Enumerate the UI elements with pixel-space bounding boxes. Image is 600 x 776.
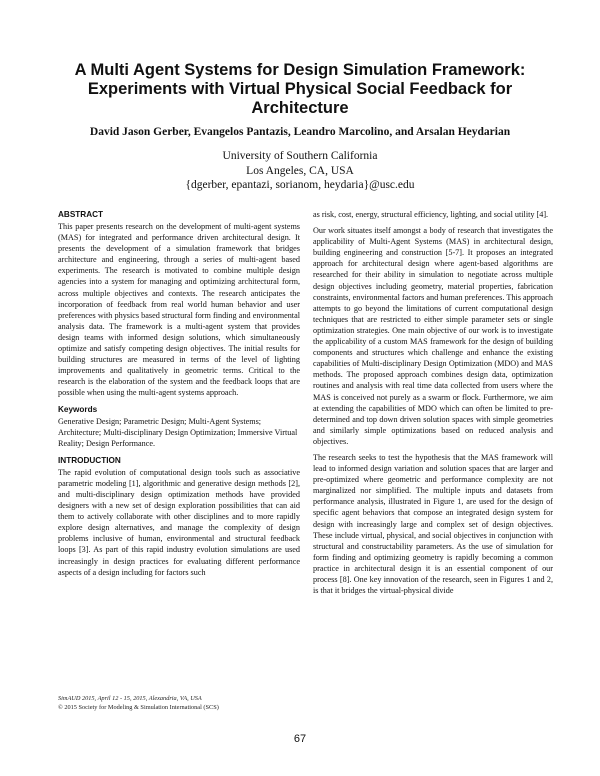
introduction-heading: INTRODUCTION: [58, 455, 121, 465]
location: Los Angeles, CA, USA: [246, 164, 354, 177]
affiliation-block: [100, 149, 500, 193]
conference-footnote: [58, 694, 298, 712]
keywords-text: Generative Design; Parametric Design; Multi-Agent Systems; Architecture; Multi-disciplinary Design Optimization; Immersive Virtual Reality; Design Performance.: [58, 416, 298, 448]
author-list: David Jason Gerber, Evangelos Pantazis, Leandro Marcolino, and Arsalan Heydarian: [89, 126, 511, 138]
abstract-text: This paper presents research on the development of multi-agent systems (MAS) for integrated and performance driven architectural design. It presents the development of a simulation framework that bridges architecture and engineering, through a series of multi-agent based experiments. The research is motivated to combine multiple design agencies into a system for managing and optimizing architectural form, across multiple objectives and contexts. The research anticipates the incorporation of feedback from real world human behavior and user preferences with physics based structural form finding and environmental analysis data. The framework is a multi-agent system that provides design teams with informed design solutions, which simultaneously optimize and satisfy competing design objectives. The initial results for building structures are measured in terms of the level of lighting improvements and qualitatively in geometric terms. Critical to the research is the elaboration of the system and the feedback loops that are possible when using the multi-agent systems approach.: [58, 222, 300, 398]
footnote-conference: SimAUD 2015, April 12 - 15, 2015, Alexandria, VA, USA: [58, 695, 202, 702]
introduction-paragraph-2: Our work situates itself amongst a body of research that investigates the applicability of Multi-Agent Systems (MAS) in architectural design, building engineering and construction [5-7]. It proposes an integrated approach for architectural design where agent-based algorithms are researched for their ability in simulation to negotiate across multiple design objectives including geometry, material properties, fabrication constraints, environmental factors and human preferences. This approach attempts to go beyond the limitations of current computational design techniques that are restricted to either simple parameter sets or single optimization strategies. One main objective of our work is to investigate the applicability of a custom MAS framework for the design of building components and structures which challenge and enhance the existing capabilities of Multi-disciplinary Design Optimization (MDO) and MAS methods. The proposed approach combines design data, optimization routines and analysis with real time data collected from users where the MAS is conceived not purely as a swarm or flock. Furthermore, we aim at extending the capabilities of MDO which can often be limited to pre-determined and top down driven solution spaces with simple geometries and similarly simple optimizations based on reduced analysis and objectives.: [313, 226, 553, 446]
keywords-heading: Keywords: [58, 404, 98, 414]
paper-title: A Multi Agent Systems for Design Simulation Framework: Experiments with Virtual Physical Social Feedback for Architecture: [74, 61, 526, 117]
page-number: 67: [293, 733, 307, 745]
author-emails: {dgerber, epantazi, sorianom, heydaria}@usc.edu: [185, 179, 415, 191]
introduction-paragraph-1: The rapid evolution of computational design tools such as associative parametric modeling [1], algorithmic and generative design methods [2], and multi-disciplinary design optimization methods have provided designers with a new set of design exploration possibilities that can aid them to actively collaborate with other disciplines and to more rapidly explore design alternatives, and manage the complexity of design problems inclusive of human, environmental and structural feedback loops [3]. As part of this rapid industry evolution simulations are used increasingly in design practices for evaluating different performance aspects of a design including for factors such: [58, 467, 300, 577]
right-column: [313, 209, 553, 601]
institution: University of Southern California: [222, 150, 378, 162]
abstract-heading: ABSTRACT: [58, 210, 104, 219]
left-column: [58, 209, 300, 583]
footnote-copyright: © 2015 Society for Modeling & Simulation International (SCS): [58, 704, 219, 711]
introduction-paragraph-3: The research seeks to test the hypothesis that the MAS framework will lead to informed design variation and solution spaces that are larger and pre-optimized where geometric and performance complexity are not marginalized nor simplified. The multiple inputs and datasets from performance analysis, illustrated in Figure 1, are used for the design of specific agent behaviors that compose an integrated design system for design with increasingly large and complex set of design objectives. These include virtual, physical, and social objectives in conjunction with structural and constructability parameters. As the use of simulation for form finding and optimizing geometry is rapidly becoming a common practice in architectural design it is an essential component of our process [8]. One key innovation of the research, seen in Figures 1 and 2, is that it bridges the virtual-physical divide: [313, 452, 553, 596]
introduction-continuation: as risk, cost, energy, structural efficiency, lighting, and social utility [4].: [313, 210, 549, 219]
